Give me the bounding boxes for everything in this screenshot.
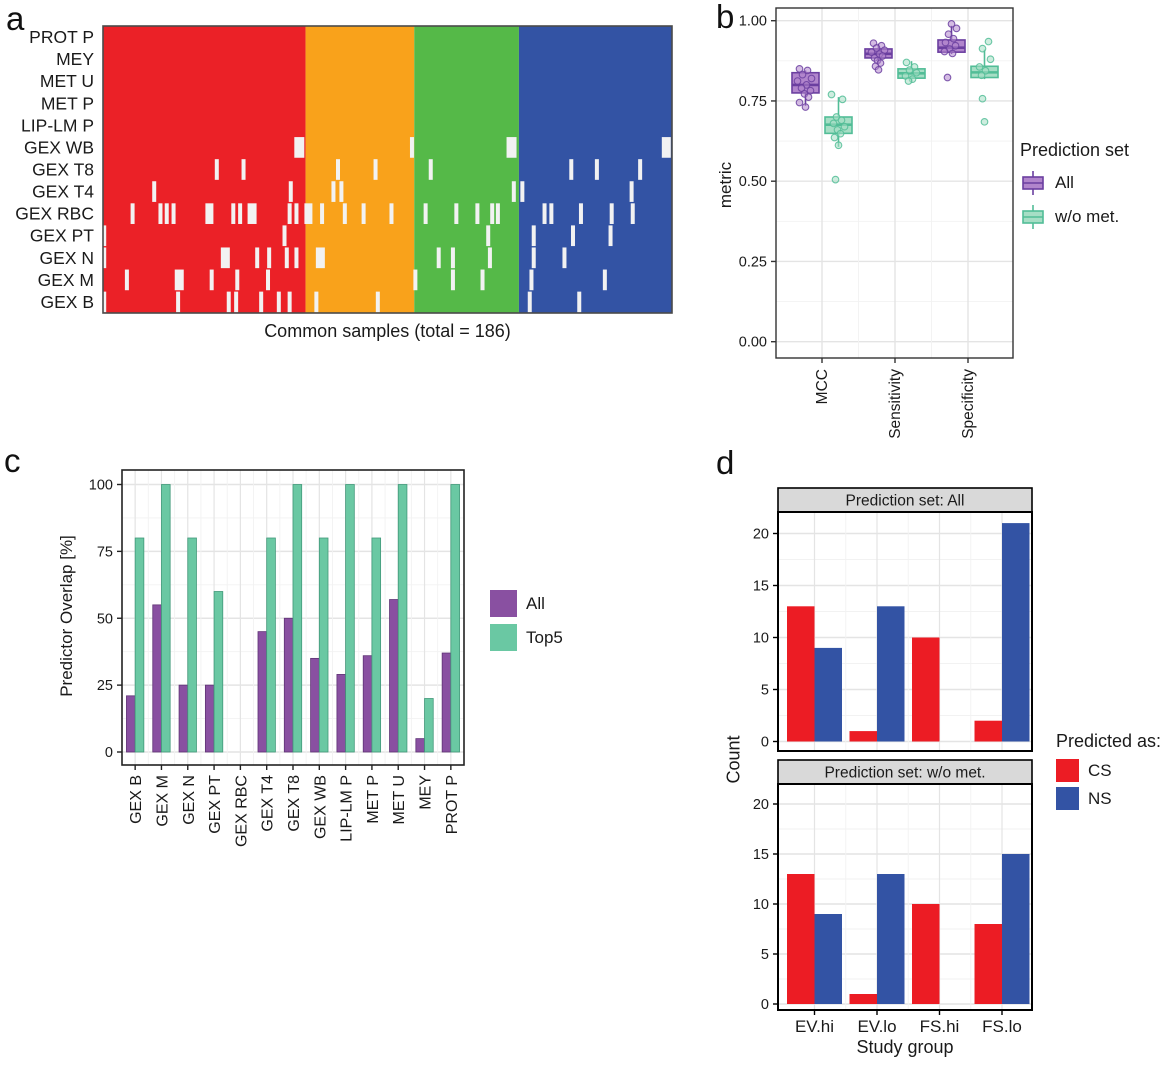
missing-sample-mark <box>267 247 271 268</box>
missing-sample-mark <box>475 203 479 224</box>
panel-d-legend-title: Predicted as: <box>1056 731 1162 751</box>
missing-sample-mark <box>437 247 441 268</box>
panel-b-legend-label-all: All <box>1055 173 1074 192</box>
bar-cs-EV.hi <box>787 874 815 1004</box>
panel-c-xtick: GEX B <box>128 775 146 824</box>
panel-d-ytick: 10 <box>752 630 769 647</box>
missing-sample-mark <box>609 225 613 246</box>
panel-c-xtick: GEX PT <box>207 775 225 834</box>
panel-b-ytick: 0.00 <box>738 334 767 351</box>
panel-c-yaxis-title: Predictor Overlap [%] <box>57 535 76 697</box>
panel-d-legend-item-ns <box>1056 787 1161 810</box>
missing-sample-mark <box>512 181 516 202</box>
bar-all-MEY <box>416 739 425 752</box>
missing-sample-mark <box>631 203 635 224</box>
panel-c-ytick: 100 <box>88 477 113 494</box>
facet-1 <box>753 760 1032 1013</box>
missing-sample-mark <box>288 292 292 313</box>
missing-sample-mark <box>294 203 298 224</box>
missing-sample-mark <box>288 203 292 224</box>
panel-c-xtick: GEX RBC <box>233 775 251 848</box>
panel-a-letter: a <box>6 0 25 37</box>
missing-sample-mark <box>424 203 428 224</box>
bar-top5-GEX T8 <box>293 485 302 753</box>
bar-top5-GEX WB <box>319 538 328 752</box>
missing-sample-mark <box>571 225 575 246</box>
bar-all-GEX T4 <box>258 632 267 752</box>
bar-top5-MET P <box>372 538 381 752</box>
panel-d-ytick: 20 <box>752 797 769 813</box>
missing-sample-mark <box>451 270 455 291</box>
bar-all-MET P <box>363 656 372 752</box>
panel-c-xtick: LIP-LM P <box>338 775 356 842</box>
bar-cs-FS.hi <box>912 638 940 742</box>
bar-top5-LIP-LM P <box>346 485 355 753</box>
panel-a-row-label: GEX T4 <box>32 181 94 202</box>
missing-sample-mark <box>528 292 532 313</box>
panel-c-xtick: MET P <box>364 775 382 824</box>
missing-sample-mark <box>294 137 304 158</box>
bar-all-GEX N <box>179 685 188 752</box>
bar-all-MET U <box>390 600 399 752</box>
bar-ns-FS.lo <box>1002 523 1030 741</box>
missing-sample-mark <box>410 137 414 158</box>
panel-c-barchart <box>89 470 464 847</box>
bar-all-GEX PT <box>205 685 214 752</box>
panel-c-letter: c <box>4 442 21 479</box>
panel-c-xtick: GEX N <box>180 775 198 825</box>
panel-b-yaxis-title: metric <box>716 161 735 209</box>
panel-d-legend-item-cs <box>1056 759 1161 782</box>
panel-b-legend-item-womet <box>1020 203 1129 231</box>
missing-sample-mark <box>579 203 583 224</box>
panel-b-legend-title: Prediction set <box>1020 140 1130 160</box>
missing-sample-mark <box>316 247 325 268</box>
missing-sample-mark <box>289 181 293 202</box>
panel-d-xtick: EV.lo <box>857 1017 897 1036</box>
missing-sample-mark <box>549 203 553 224</box>
swatch-all-icon <box>490 590 517 617</box>
missing-sample-mark <box>389 203 393 224</box>
missing-sample-mark <box>507 137 517 158</box>
swatch-ns-icon <box>1056 787 1079 810</box>
missing-sample-mark <box>520 181 524 202</box>
panel-c-xtick: MEY <box>417 775 435 810</box>
missing-sample-mark <box>532 247 536 268</box>
bar-cs-EV.lo <box>850 994 878 1004</box>
panel-c-xtick: GEX M <box>154 775 172 827</box>
missing-sample-mark <box>172 203 176 224</box>
panel-d-ytick: 20 <box>752 526 769 543</box>
missing-sample-mark <box>630 181 634 202</box>
panel-c-xtick: GEX WB <box>312 775 330 840</box>
panel-c-ytick: 75 <box>96 544 113 561</box>
panel-d-ytick: 0 <box>760 997 769 1013</box>
missing-sample-mark <box>314 292 318 313</box>
bar-top5-GEX T4 <box>267 538 276 752</box>
bar-all-GEX T8 <box>284 618 293 752</box>
bar-all-GEX B <box>126 696 135 752</box>
missing-sample-mark <box>488 247 492 268</box>
bar-cs-FS.hi <box>912 904 940 1004</box>
panel-d-ytick: 5 <box>760 682 769 699</box>
bar-top5-PROT P <box>451 485 460 753</box>
panel-c-xtick: MET U <box>391 775 409 825</box>
missing-sample-mark <box>234 292 238 313</box>
missing-sample-mark <box>248 203 257 224</box>
facet-strip-label: Prediction set: w/o met. <box>824 764 986 782</box>
missing-sample-mark <box>266 270 270 291</box>
missing-sample-mark <box>496 203 500 224</box>
bar-all-GEX WB <box>311 658 320 752</box>
missing-sample-mark <box>238 203 242 224</box>
panel-a-row-label: MET P <box>40 93 94 114</box>
missing-sample-mark <box>131 203 135 224</box>
missing-sample-mark <box>451 247 455 268</box>
bar-all-GEX M <box>153 605 162 752</box>
missing-sample-mark <box>283 225 287 246</box>
bar-top5-MET U <box>398 485 407 753</box>
panel-d-ytick: 5 <box>760 947 769 963</box>
missing-sample-mark <box>215 159 219 180</box>
panel-b-legend <box>1020 140 1129 231</box>
panel-c-legend <box>490 590 563 651</box>
panel-a-row-label: GEX N <box>39 247 94 268</box>
missing-sample-mark <box>481 270 485 291</box>
missing-sample-mark <box>231 203 235 224</box>
bar-top5-GEX N <box>188 538 197 752</box>
panel-c-legend-label-all: All <box>526 593 545 613</box>
panel-c-ytick: 25 <box>96 678 113 695</box>
panel-a-row-label: GEX T8 <box>32 159 94 180</box>
swatch-top5-icon <box>490 624 517 651</box>
panel-c-xtick: GEX T4 <box>259 775 277 832</box>
bar-ns-EV.lo <box>877 874 905 1004</box>
missing-sample-mark <box>158 203 162 224</box>
missing-sample-mark <box>285 247 289 268</box>
panel-c-ytick: 0 <box>104 745 113 761</box>
panel-b-ytick: 0.50 <box>738 174 767 191</box>
panel-a-row-label: GEX PT <box>29 225 94 246</box>
missing-sample-mark <box>413 270 417 291</box>
panel-a-row-label: MET U <box>39 71 94 92</box>
panel-b-boxplot <box>739 8 1013 439</box>
panel-b-xtick: Specificity <box>960 369 977 439</box>
panel-d-xaxis-title: Study group <box>856 1037 954 1057</box>
boxplot-glyph-womet-icon <box>1020 203 1046 231</box>
missing-sample-mark <box>429 159 433 180</box>
panel-d-legend <box>1056 731 1161 810</box>
panel-d-yaxis-title: Count <box>723 735 744 784</box>
panel-c-legend-label-top5: Top5 <box>526 627 563 647</box>
missing-sample-mark <box>543 203 547 224</box>
bar-ns-EV.hi <box>815 648 843 742</box>
panel-d-legend-label-ns: NS <box>1088 788 1112 808</box>
panel-b-ytick: 1.00 <box>738 13 767 30</box>
panel-b-ytick: 0.75 <box>738 93 767 110</box>
missing-sample-mark <box>362 203 366 224</box>
swatch-cs-icon <box>1056 759 1079 782</box>
panel-a-row-label: GEX WB <box>23 137 94 158</box>
missing-sample-mark <box>205 203 213 224</box>
missing-sample-mark <box>454 203 458 224</box>
missing-sample-mark <box>339 181 343 202</box>
missing-sample-mark <box>603 270 607 291</box>
missing-sample-mark <box>210 270 214 291</box>
facet-0 <box>753 488 1032 751</box>
bar-cs-EV.lo <box>850 731 878 741</box>
bar-all-LIP-LM P <box>337 674 346 752</box>
panel-a-row-label: LIP-LM P <box>21 115 94 136</box>
panel-b-xtick: MCC <box>814 369 831 405</box>
missing-sample-mark <box>577 292 581 313</box>
missing-sample-mark <box>165 203 169 224</box>
bar-cs-FS.lo <box>975 924 1003 1004</box>
panel-d-facets <box>753 488 1032 1036</box>
missing-sample-mark <box>376 292 380 313</box>
panel-c-xtick: GEX T8 <box>286 775 303 832</box>
panel-a-heatmap <box>15 26 672 313</box>
bar-top5-MEY <box>425 699 434 753</box>
panel-d-ytick: 10 <box>752 897 769 913</box>
missing-sample-mark <box>221 247 230 268</box>
panel-a-row-label: GEX RBC <box>15 203 94 224</box>
panel-c-legend-item-top5 <box>490 624 563 651</box>
bar-ns-EV.hi <box>815 914 843 1004</box>
panel-a-xaxis-title: Common samples (total = 186) <box>264 321 511 341</box>
bar-top5-GEX PT <box>214 592 223 753</box>
missing-sample-mark <box>255 247 259 268</box>
panel-c-xtick: PROT P <box>443 775 461 835</box>
panel-c-legend-item-all <box>490 590 563 617</box>
missing-sample-mark <box>152 181 156 202</box>
panel-d-xtick: FS.hi <box>919 1017 960 1036</box>
boxplot-glyph-all-icon <box>1020 169 1046 197</box>
bar-top5-GEX M <box>161 485 170 753</box>
panel-c-ytick: 50 <box>96 611 113 628</box>
missing-sample-mark <box>486 225 490 246</box>
bar-cs-EV.hi <box>787 606 815 741</box>
panel-a-row-label: GEX M <box>37 269 94 290</box>
panel-d-ytick: 0 <box>760 734 769 751</box>
facet-strip-label: Prediction set: All <box>845 492 965 510</box>
missing-sample-mark <box>374 159 378 180</box>
panel-d-ytick: 15 <box>752 847 769 863</box>
panel-d-ytick: 15 <box>752 578 769 595</box>
panel-b-letter: b <box>716 0 735 35</box>
missing-sample-mark <box>595 159 599 180</box>
missing-sample-mark <box>610 203 614 224</box>
missing-sample-mark <box>125 270 129 291</box>
missing-sample-mark <box>176 292 180 313</box>
missing-sample-mark <box>336 159 340 180</box>
panel-a-row-label: PROT P <box>29 27 94 48</box>
missing-sample-mark <box>529 270 533 291</box>
panel-b-legend-item-all <box>1020 169 1129 197</box>
missing-sample-mark <box>235 270 239 291</box>
missing-sample-mark <box>294 247 298 268</box>
panel-d-xtick: EV.hi <box>794 1017 835 1036</box>
missing-sample-mark <box>569 159 573 180</box>
panel-d-legend-label-cs: CS <box>1088 760 1112 780</box>
panel-b-legend-label-womet: w/o met. <box>1055 207 1120 226</box>
bar-ns-FS.lo <box>1002 854 1030 1004</box>
missing-sample-mark <box>662 137 671 158</box>
missing-sample-mark <box>277 292 281 313</box>
panel-d-xtick: FS.lo <box>982 1017 1022 1036</box>
panel-a-row-label: GEX B <box>40 291 94 312</box>
missing-sample-mark <box>242 159 246 180</box>
missing-sample-mark <box>304 203 312 224</box>
bar-ns-EV.lo <box>877 606 905 741</box>
panel-b-ytick: 0.25 <box>738 254 767 271</box>
missing-sample-mark <box>638 159 642 180</box>
missing-sample-mark <box>562 247 566 268</box>
bar-top5-GEX B <box>135 538 144 752</box>
panel-b-xtick: Sensitivity <box>887 369 904 439</box>
bar-cs-FS.lo <box>975 721 1003 742</box>
missing-sample-mark <box>259 292 263 313</box>
bar-all-PROT P <box>442 653 451 752</box>
missing-sample-mark <box>490 203 494 224</box>
missing-sample-mark <box>331 181 335 202</box>
missing-sample-mark <box>227 292 231 313</box>
panel-a-row-label: MEY <box>56 49 94 70</box>
missing-sample-mark <box>532 225 536 246</box>
panel-d-letter: d <box>716 444 735 481</box>
missing-sample-mark <box>320 203 324 224</box>
missing-sample-mark <box>175 270 184 291</box>
missing-sample-mark <box>343 203 347 224</box>
